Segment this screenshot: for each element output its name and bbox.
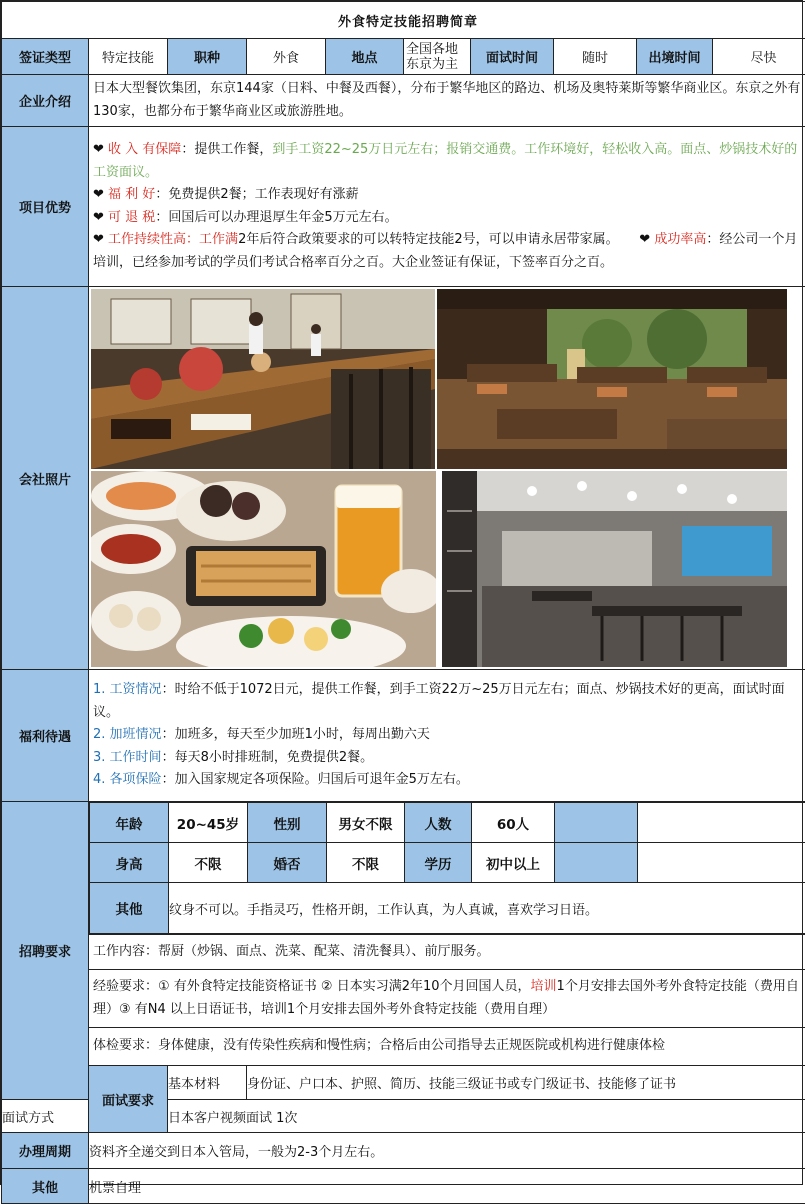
dining-room-photo bbox=[437, 289, 787, 469]
recruitment-table bbox=[1, 1, 805, 1204]
other-value: 机票自理 bbox=[89, 1169, 805, 1204]
other-req-label: 其他 bbox=[90, 883, 169, 934]
experience-requirement: 经验要求：① 有外食特定技能资格证书 ② 日本实习满2年10个月回国人员，培训1个月安排去国外考外食特定技能（费用自理）③ 有N4 以上日语证书，培训1个月安排去国外考外食特定技能（费用自理） bbox=[89, 970, 805, 1028]
welfare-text: ：免费提供2餐；工作表现好有涨薪 bbox=[155, 187, 358, 202]
benefit-item: 4. 各项保险：加入国家规定各项保险。归国后可退年金5万左右。 bbox=[93, 769, 805, 792]
married-value: 不限 bbox=[327, 843, 405, 883]
other-req-value: 纹身不可以。手指灵巧，性格开朗，工作认真，为人真诚，喜欢学习日语。 bbox=[169, 883, 805, 934]
advantages-text bbox=[89, 127, 805, 287]
period-label: 办理周期 bbox=[2, 1133, 89, 1169]
job-type-label: 职种 bbox=[168, 39, 247, 75]
welfare-label: 福 利 好 bbox=[108, 187, 155, 202]
empty-cell bbox=[555, 803, 638, 843]
company-intro-text: 日本大型餐饮集团，东京144家（日料、中餐及西餐），分布于繁华地区的路边、机场及奥特莱斯等繁华商业区。东京之外有130家，也都分布于繁华商业区或旅游胜地。 bbox=[89, 75, 805, 127]
requirements-grid bbox=[89, 802, 805, 935]
method-label: 面试方式 bbox=[2, 1100, 89, 1133]
work-content: 工作内容：帮厨（炒锅、面点、洗菜、配菜、清洗餐具）、前厅服务。 bbox=[89, 935, 805, 970]
food-and-beer-photo bbox=[91, 471, 436, 667]
benefits-list bbox=[89, 670, 805, 802]
company-intro-label: 企业介绍 bbox=[2, 75, 89, 127]
materials-label: 基本材料 bbox=[168, 1066, 247, 1100]
height-value: 不限 bbox=[169, 843, 248, 883]
health-requirement: 体检要求：身体健康，没有传染性疾病和慢性病；合格后由公司指导去正规医院或机构进行健康体检 bbox=[89, 1028, 805, 1066]
success-text: ：经公司一个月培训，已经参加考试的学员们考试合格率百分之百。大企业签证有保证，下签率百分之百。 bbox=[93, 232, 797, 270]
count-label: 人数 bbox=[405, 803, 472, 843]
sustain-text: 2年后符合政策要求的可以转特定技能2号，可以申请永居带家属。 bbox=[238, 232, 619, 247]
age-value: 20~45岁 bbox=[169, 803, 248, 843]
page-title: 外食特定技能招聘简章 bbox=[2, 2, 805, 39]
visa-type-label: 签证类型 bbox=[2, 39, 89, 75]
empty-cell bbox=[638, 803, 805, 843]
photos-cell bbox=[89, 287, 805, 670]
height-label: 身高 bbox=[90, 843, 169, 883]
interview-time-label: 面试时间 bbox=[471, 39, 554, 75]
visa-type-value: 特定技能 bbox=[89, 39, 168, 75]
photos-label: 会社照片 bbox=[2, 287, 89, 670]
success-label: 成功率高 bbox=[654, 232, 706, 247]
departure-time-value: 尽快 bbox=[713, 39, 805, 75]
empty-cell bbox=[638, 843, 805, 883]
job-type-value: 外食 bbox=[247, 39, 326, 75]
departure-time-label: 出境时间 bbox=[637, 39, 713, 75]
materials-value: 身份证、户口本、护照、简历、技能三级证书或专门级证书、技能修了证书 bbox=[247, 1066, 805, 1100]
count-value: 60人 bbox=[472, 803, 555, 843]
sushi-counter-photo bbox=[91, 289, 435, 469]
income-detail: 到手工资22~25万日元左右；报销交通费。工作环境好，轻松收入高。面点、炒锅技术好的工资面议。 bbox=[93, 142, 797, 180]
requirements-label: 招聘要求 bbox=[2, 802, 89, 1100]
education-label: 学历 bbox=[405, 843, 472, 883]
heart-icon: ❤ bbox=[93, 232, 104, 247]
heart-icon: ❤ bbox=[93, 210, 104, 225]
restaurant-interior-photo bbox=[442, 471, 787, 667]
age-label: 年龄 bbox=[90, 803, 169, 843]
heart-icon: ❤ bbox=[93, 142, 104, 157]
heart-icon: ❤ bbox=[639, 232, 650, 247]
gender-value: 男女不限 bbox=[327, 803, 405, 843]
benefit-item: 3. 工作时间：每天8小时排班制，免费提供2餐。 bbox=[93, 747, 805, 770]
other-label: 其他 bbox=[2, 1169, 89, 1204]
empty-cell bbox=[555, 843, 638, 883]
method-value: 日本客户视频面试 1次 bbox=[168, 1100, 805, 1133]
tax-label: 可 退 税 bbox=[108, 210, 155, 225]
benefits-label: 福利待遇 bbox=[2, 670, 89, 802]
tax-text: ：回国后可以办理退厚生年金5万元左右。 bbox=[155, 210, 397, 225]
interview-time-value: 随时 bbox=[554, 39, 637, 75]
advantages-label: 项目优势 bbox=[2, 127, 89, 287]
location-label: 地点 bbox=[326, 39, 404, 75]
period-value: 资料齐全递交到日本入管局，一般为2-3个月左右。 bbox=[89, 1133, 805, 1169]
income-text: ：提供工作餐， bbox=[181, 142, 272, 157]
education-value: 初中以上 bbox=[472, 843, 555, 883]
location-value: 全国各地东京为主 bbox=[404, 39, 471, 75]
gender-label: 性别 bbox=[248, 803, 327, 843]
benefit-item: 2. 加班情况：加班多，每天至少加班1小时，每周出勤六天 bbox=[93, 724, 805, 747]
income-label: 收 入 有保障 bbox=[108, 142, 181, 157]
heart-icon: ❤ bbox=[93, 187, 104, 202]
sustain-label: 工作持续性高：工作满 bbox=[108, 232, 238, 247]
married-label: 婚否 bbox=[248, 843, 327, 883]
interview-label: 面试要求 bbox=[89, 1066, 168, 1133]
benefit-item: 1. 工资情况：时给不低于1072日元，提供工作餐，到手工资22万~25万日元左右；面点、炒锅技术好的更高，面试时面议。 bbox=[93, 679, 805, 724]
